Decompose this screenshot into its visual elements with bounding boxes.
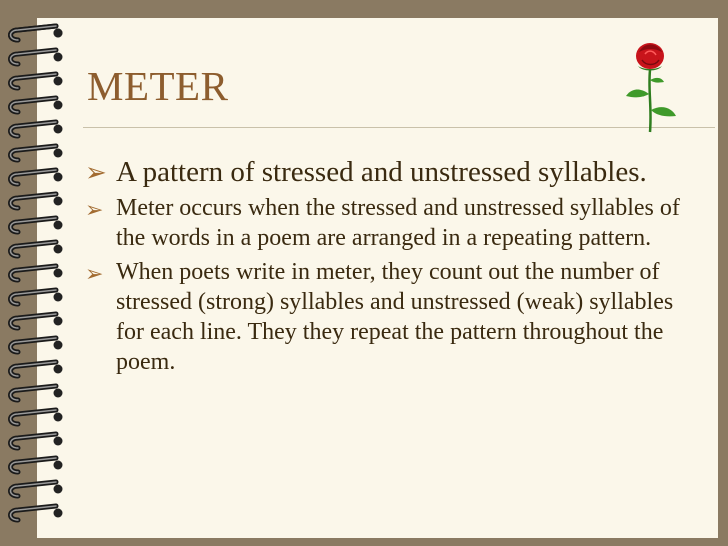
bullet-text: A pattern of stressed and unstressed syllables.: [116, 156, 647, 188]
arrow-bullet-icon: ➢: [85, 197, 104, 222]
bullet-list: [81, 155, 691, 377]
bullet-item: [81, 155, 691, 189]
bullet-item: [81, 257, 691, 377]
arrow-bullet-icon: ➢: [85, 158, 107, 187]
rose-icon: [624, 36, 678, 136]
bullet-text: When poets write in meter, they count out the number of stressed (strong) syllables and unstressed (weak) syllables for each line. They they repeat the pattern throughout the poem.: [116, 259, 674, 375]
slide-title: METER: [87, 63, 229, 109]
notebook-page: [37, 18, 718, 538]
spiral-binding: [0, 0, 80, 546]
bullet-item: [81, 193, 691, 253]
bullet-text: Meter occurs when the stressed and unstressed syllables of the words in a poem are arranged in a repeating pattern.: [116, 195, 680, 251]
arrow-bullet-icon: ➢: [85, 261, 104, 286]
title-divider: [83, 127, 715, 128]
